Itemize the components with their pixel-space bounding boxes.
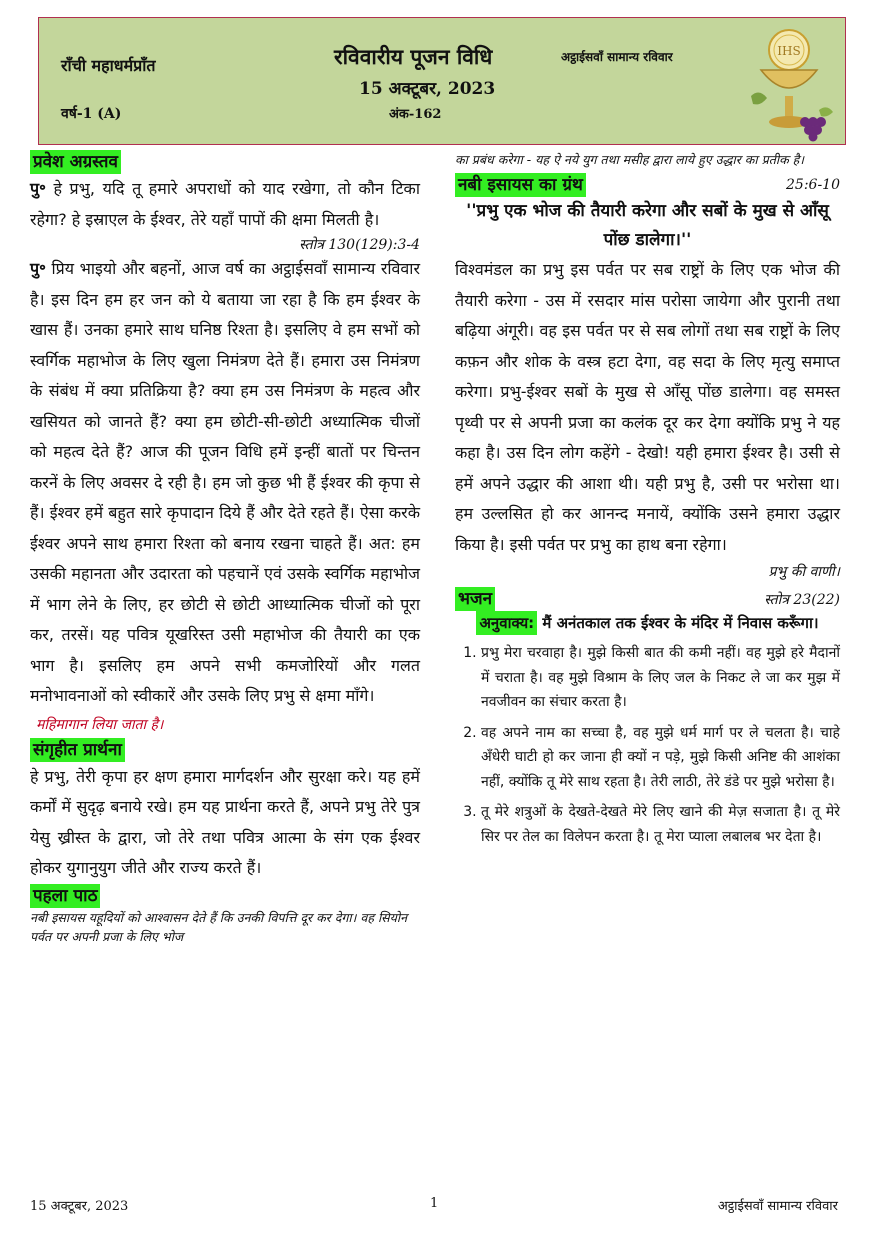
first-reading-note: नबी इसायस यहूदियों को आश्वासन देते हैं कि उनकी विपत्ति दूर कर देगा। वह सियोन पर्वत पर अपनी प्रजा के लिए भोज bbox=[30, 909, 408, 944]
left-column bbox=[30, 150, 420, 946]
chalice-host-grapes-icon bbox=[741, 26, 839, 142]
footer-date: 15 अक्टूबर, 2023 bbox=[30, 1199, 129, 1214]
response-text: मैं अनंतकाल तक ईश्वर के मंदिर में निवास करूँगा। bbox=[542, 614, 819, 632]
gloria-note: महिमागान लिया जाता है। bbox=[36, 716, 164, 733]
psalm-heading-row bbox=[455, 587, 840, 611]
psalm-verse: 1. प्रभु मेरा चरवाहा है। मुझे किसी बात की कमी नहीं। वह मुझे हरे मैदानों में चराता है। वह मुझे विश्राम के लिए जल के निकट ले जा कर मुझ में नवजीवन का संचार करता है। bbox=[481, 641, 840, 715]
page-title: रविवारीय पूजन विधि bbox=[334, 44, 493, 69]
first-reading-note-continued: का प्रबंध करेगा - यह ऐ नये युग तथा मसीह द्वारा लाये हुए उद्धार का प्रतीक है। bbox=[455, 152, 805, 167]
ihs-monogram: IHS bbox=[777, 44, 801, 58]
isaiah-text: विश्वमंडल का प्रभु इस पर्वत पर सब राष्ट्रों के लिए एक भोज की तैयारी करेगा - उस में रसदार मांस परोसा जायेगा और पुरानी तथा बढ़िया अंगूरी। वह इस पर्वत पर से सब लोगों तथा सब राष्ट्रों के लिए कफ़न और शोक के वस्त्र हटा देगा, वह सदा के लिए मृत्यु समाप्त करेगा। प्रभु-ईश्वर सबों के मुख से आँसू पोंछ डालेगा। वह समस्त पृथ्वी पर से अपनी प्रजा का कलंक दूर कर देगा क्योंकि प्रभु ने यह कहा है। उस दिन लोग कहेंगे - देखो! यही हमारा ईश्वर है। उसी से हमें अपने उद्धार की आशा थी। यही प्रभु है, उसी पर भरोसा था। हम उल्लसित हो कर आनन्द मनायें, क्योंकि उसने हमारा उद्धार किया है। इसी पर्वत पर प्रभु का हाथ बना रहेगा। bbox=[455, 260, 840, 554]
isaiah-heading: नबी इसायस का ग्रंथ bbox=[455, 173, 586, 197]
entrance-antiphon-heading: प्रवेश अग्रस्तव bbox=[30, 150, 121, 174]
entrance-reference: स्तोत्र 130(129):3-4 bbox=[299, 237, 420, 253]
entrance-antiphon bbox=[30, 174, 420, 235]
page-number: 1 bbox=[430, 1196, 439, 1211]
response-label: अनुवाक्य: bbox=[476, 611, 537, 635]
collect-text: हे प्रभु, तेरी कृपा हर क्षण हमारा मार्गदर्शन और सुरक्षा करे। यह हमें कर्मों में सुदृढ़ बनाये रखे। हम यह प्रार्थना करते हैं, अपने प्रभु तेरे पुत्र येसु ख्रीस्त के द्वारा, जो तेरे तथा पवित्र आत्मा के संग एक ईश्वर होकर युगानुयुग जीते और राज्य करते हैं। bbox=[30, 766, 420, 877]
priest-label: पु॰ bbox=[30, 259, 46, 278]
diocese-name: राँची महाधर्मप्राँत bbox=[61, 56, 156, 75]
introduction bbox=[30, 254, 420, 712]
psalm-verse: 3. तू मेरे शत्रुओं के देखते-देखते मेरे लिए खाने की मेज़ सजाता है। तू मेरे सिर पर तेल का विलेपन करता है। तू मेरा प्याला लबालब भर देता है। bbox=[481, 800, 840, 849]
psalm-heading: भजन bbox=[455, 587, 495, 611]
introduction-text: प्रिय भाइयो और बहनों, आज वर्ष का अट्ठाईसवाँ सामान्य रविवार है। इस दिन हम हर जन को ये बताया जा रहा है कि हम ईश्वर के खास हैं। उनका हमारे साथ घनिष्ठ रिश्ता है। इसलिए वे हम सभों को स्वर्गिक महाभोज के लिए खुला निमंत्रण देते हैं। हमारा उस निमंत्रण के संबंध में क्या प्रतिक्रिया है? क्या हम उस निमंत्रण के महत्व और खसियत को जानते हैं? क्या हम छोटी-सी-छोटी अध्यात्मिक चीजों को महत्व देते हैं? आज की पूजन विधि हमें इन्हीं बातों पर चिन्तन करनें के लिए अवसर दे रही है। हम जो कुछ भी हैं ईश्वर की कृपा से हैं। ईश्वर हमें बहुत सारे कृपादान दिये हैं और देते रहते हैं। ऐसा करके ईश्वर अपने साथ हमारा रिश्ता को बनाय रखना चाहते हैं। अत: हम उसकी महानता और उदारता को पहचानें एवं उसके स्वर्गिक महाभोज में भाग लेने के लिए, हर छोटी से छोटी आध्यात्मिक चीजों को पूरा कर, तरसें। यह पवित्र यूखरिस्त उसी महाभोज की तैयारी का एक भाग है। इसलिए हम अपने सभी कमजोरियों और गलत मनोभावनाओं को स्वीकारें और उसके लिए प्रभु से क्षमा माँगे। bbox=[30, 259, 420, 705]
sunday-name: अट्ठाईसवाँ सामान्य रविवार bbox=[561, 50, 673, 64]
isaiah-reference: 25:6-10 bbox=[786, 177, 840, 193]
psalm-reference: स्तोत्र 23(22) bbox=[764, 591, 840, 608]
priest-label: पु॰ bbox=[30, 179, 46, 198]
psalm-response bbox=[455, 611, 840, 635]
psalm-verse: 2. वह अपने नाम का सच्चा है, वह मुझे धर्म मार्ग पर ले चलता है। चाहे अँधेरी घाटी हो कर जाना ही क्यों न पड़े, मुझे किसी अनिष्ट की आशंका नहीं, क्योंकि तू मेरे साथ रहता है। तेरी लाठी, तेरे डंडे पर मुझे भरोसा है। bbox=[481, 721, 840, 795]
psalm-verses bbox=[455, 641, 840, 849]
first-reading-heading: पहला पाठ bbox=[30, 884, 100, 908]
right-column bbox=[455, 150, 840, 855]
footer-sunday: अट्ठाईसवाँ सामान्य रविवार bbox=[717, 1199, 838, 1214]
isaiah-heading-row bbox=[455, 173, 840, 197]
header-banner bbox=[38, 17, 846, 145]
header-date: 15 अक्टूबर, 2023 bbox=[359, 79, 496, 99]
liturgical-year: वर्ष-1 (A) bbox=[61, 106, 122, 122]
word-of-the-lord: प्रभु की वाणी। bbox=[768, 564, 840, 580]
collect-heading: संगृहीत प्रार्थना bbox=[30, 738, 125, 762]
entrance-antiphon-text: हे प्रभु, यदि तू हमारे अपराधों को याद रखेगा, तो कौन टिका रहेगा? हे इस्राएल के ईश्वर, तेरे यहाँ पापों की क्षमा मिलती है। bbox=[30, 179, 420, 229]
issue-number: अंक-162 bbox=[389, 107, 442, 122]
isaiah-title: ''प्रभु एक भोज की तैयारी करेगा और सबों के मुख से आँसू पोंछ डालेगा।'' bbox=[466, 201, 829, 250]
